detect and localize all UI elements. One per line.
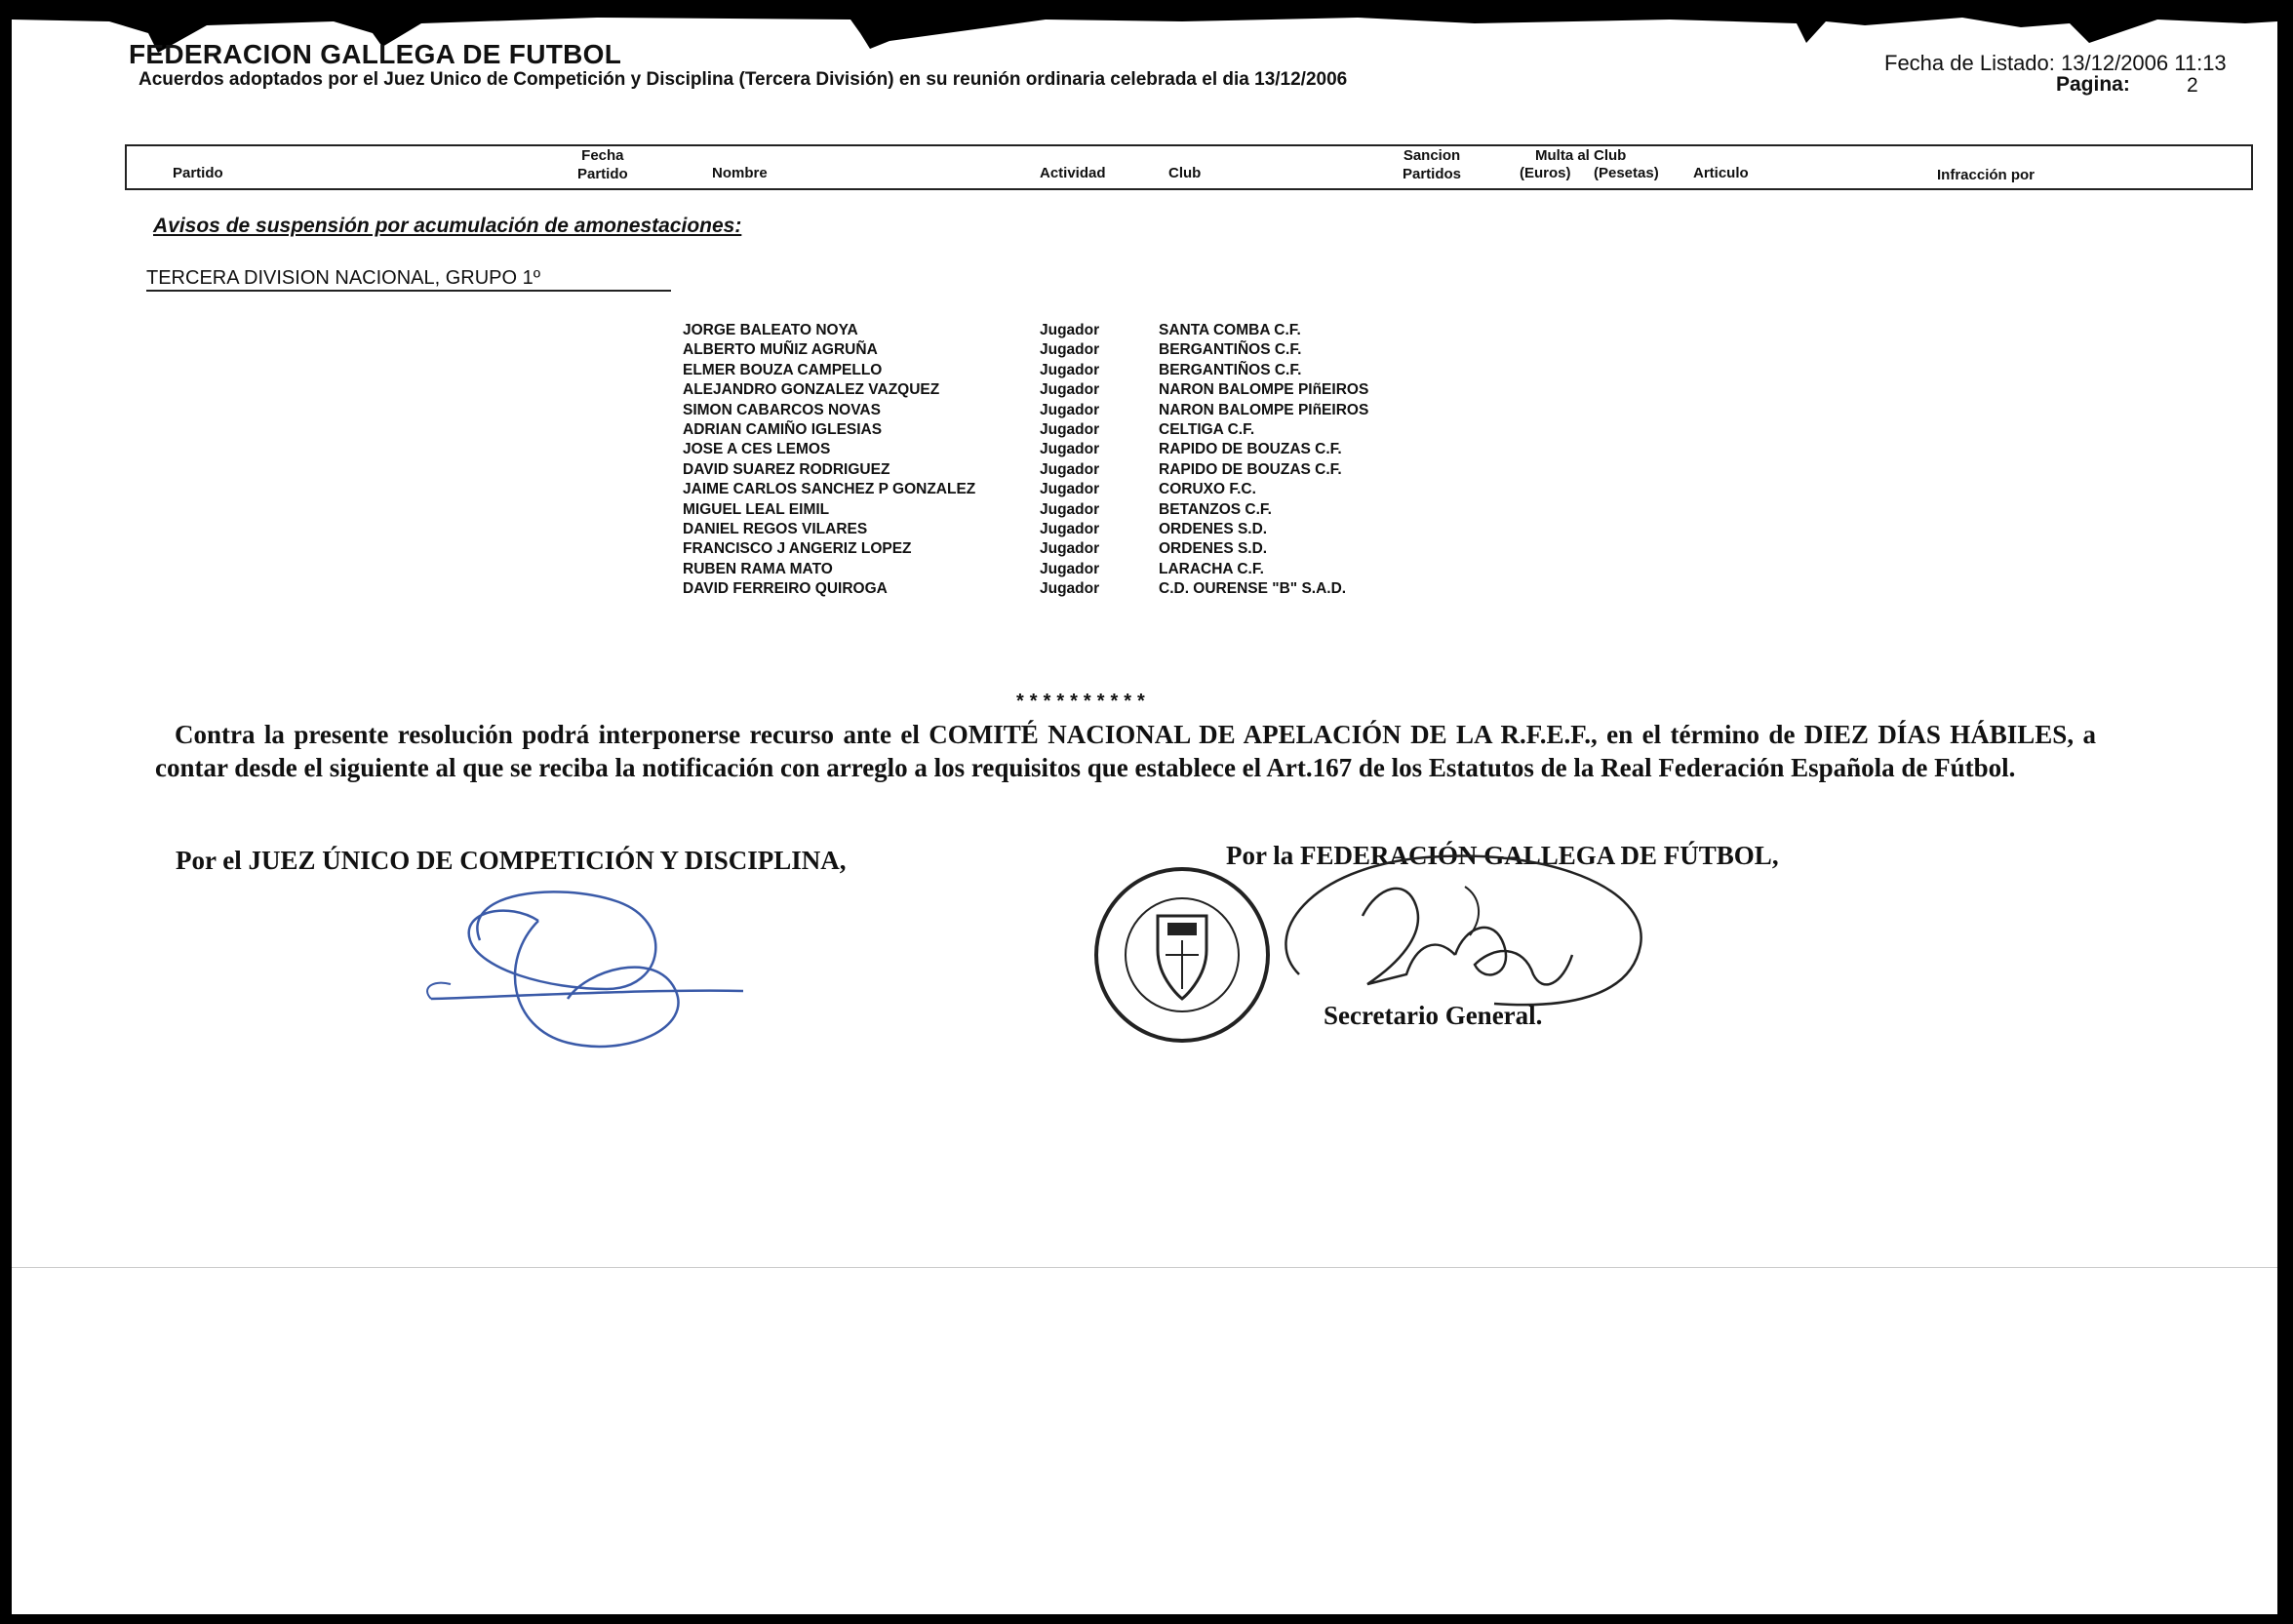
col-multa: Multa al Club — [1535, 147, 1627, 164]
federation-stamp-icon — [1089, 862, 1275, 1048]
player-name: FRANCISCO J ANGERIZ LOPEZ — [683, 540, 912, 558]
pagina-value: 2 — [2187, 74, 2198, 97]
player-name: ADRIAN CAMIÑO IGLESIAS — [683, 420, 883, 438]
juez-signature — [421, 882, 753, 1057]
secretario-signature — [1270, 828, 1660, 1023]
col-multa-pesetas: (Pesetas) — [1594, 165, 1659, 181]
document-subtitle: Acuerdos adoptados por el Juez Unico de Competición y Disciplina (Tercera División) en su reunión ordinaria celebrada el dia 13/12/2006 — [138, 69, 1348, 90]
player-name: ELMER BOUZA CAMPELLO — [683, 361, 883, 378]
col-articulo: Articulo — [1693, 165, 1749, 181]
player-club: CORUXO F.C. — [1159, 481, 1256, 498]
col-sancion-line2: Partidos — [1403, 166, 1462, 182]
fecha-listado-label: Fecha de Listado: — [1884, 51, 2055, 75]
player-name: JAIME CARLOS SANCHEZ P GONZALEZ — [683, 481, 976, 498]
secretario-caption: Secretario General. — [1324, 1001, 1543, 1030]
player-club: C.D. OURENSE "B" S.A.D. — [1159, 580, 1347, 598]
col-club: Club — [1168, 165, 1202, 181]
player-club: BERGANTIÑOS C.F. — [1159, 341, 1302, 359]
legal-paragraph: Contra la presente resolución podrá interponerse recurso ante el COMITÉ NACIONAL DE APELACIÓN DE LA R.F.E.F., en el término de DIEZ DÍAS HÁBILES, a contar desde el siguiente al que se reciba la notificación con arreglo a los requisitos que establece el Art.167 de los Estatutos de la Real Federación Española de Fútbol. — [155, 720, 2096, 782]
player-activity: Jugador — [1040, 341, 1100, 359]
player-name: JOSE A CES LEMOS — [683, 441, 831, 458]
player-name: JORGE BALEATO NOYA — [683, 322, 858, 338]
col-fecha-line1: Fecha — [581, 147, 624, 164]
player-name: SIMON CABARCOS NOVAS — [683, 401, 881, 418]
player-activity: Jugador — [1040, 361, 1100, 378]
player-activity: Jugador — [1040, 420, 1100, 438]
player-name: DANIEL REGOS VILARES — [683, 520, 868, 537]
player-name: MIGUEL LEAL EIMIL — [683, 500, 830, 518]
document-page — [12, 14, 2277, 1614]
player-club: RAPIDO DE BOUZAS C.F. — [1159, 460, 1342, 478]
player-activity: Jugador — [1040, 401, 1100, 418]
col-sancion-line1: Sancion — [1403, 147, 1461, 164]
col-infraccion: Infracción por — [1937, 167, 2036, 183]
player-activity: Jugador — [1040, 580, 1100, 598]
avisos-heading: Avisos de suspensión por acumulación de amonestaciones: — [153, 215, 742, 237]
player-club: RAPIDO DE BOUZAS C.F. — [1159, 441, 1342, 458]
col-partido: Partido — [173, 165, 223, 181]
column-header-box — [125, 144, 2253, 190]
player-club: NARON BALOMPE PIñEIROS — [1159, 381, 1369, 399]
player-name: ALBERTO MUÑIZ AGRUÑA — [683, 341, 878, 359]
scan-artifact-line — [12, 1267, 2277, 1268]
juez-signature-caption: Por el JUEZ ÚNICO DE COMPETICIÓN Y DISCIPLINA, — [176, 846, 847, 875]
col-nombre: Nombre — [712, 165, 768, 181]
player-club: ORDENES S.D. — [1159, 520, 1268, 537]
player-name: DAVID SUAREZ RODRIGUEZ — [683, 460, 890, 478]
player-activity: Jugador — [1040, 560, 1100, 577]
player-activity: Jugador — [1040, 460, 1100, 478]
player-club: CELTIGA C.F. — [1159, 420, 1255, 438]
fecha-listado-value: 13/12/2006 11:13 — [2061, 51, 2227, 75]
player-club: BERGANTIÑOS C.F. — [1159, 361, 1302, 378]
col-actividad: Actividad — [1040, 165, 1106, 181]
federacion-signature-caption: Por la FEDERACIÓN GALLEGA DE FÚTBOL, — [1226, 841, 1779, 870]
player-name: DAVID FERREIRO QUIROGA — [683, 580, 888, 598]
player-activity: Jugador — [1040, 481, 1100, 498]
group-underline — [146, 290, 671, 292]
player-activity: Jugador — [1040, 381, 1100, 399]
player-activity: Jugador — [1040, 322, 1100, 338]
col-fecha-line2: Partido — [577, 166, 628, 182]
player-activity: Jugador — [1040, 540, 1100, 558]
player-club: ORDENES S.D. — [1159, 540, 1268, 558]
col-sancion — [1403, 146, 1461, 183]
player-club: BETANZOS C.F. — [1159, 500, 1272, 518]
player-name: ALEJANDRO GONZALEZ VAZQUEZ — [683, 381, 940, 399]
group-heading: TERCERA DIVISION NACIONAL, GRUPO 1º — [146, 267, 541, 289]
player-activity: Jugador — [1040, 520, 1100, 537]
player-activity: Jugador — [1040, 500, 1100, 518]
player-club: SANTA COMBA C.F. — [1159, 322, 1301, 338]
federation-title: FEDERACION GALLEGA DE FUTBOL — [129, 39, 622, 69]
player-club: LARACHA C.F. — [1159, 560, 1264, 577]
player-name: RUBEN RAMA MATO — [683, 560, 833, 577]
player-activity: Jugador — [1040, 441, 1100, 458]
player-club: NARON BALOMPE PIñEIROS — [1159, 401, 1369, 418]
separator-stars: ********** — [1016, 691, 1151, 712]
pagina-label: Pagina: — [2056, 73, 2130, 96]
col-fecha-partido — [577, 146, 628, 183]
col-multa-euros: (Euros) — [1520, 165, 1571, 181]
